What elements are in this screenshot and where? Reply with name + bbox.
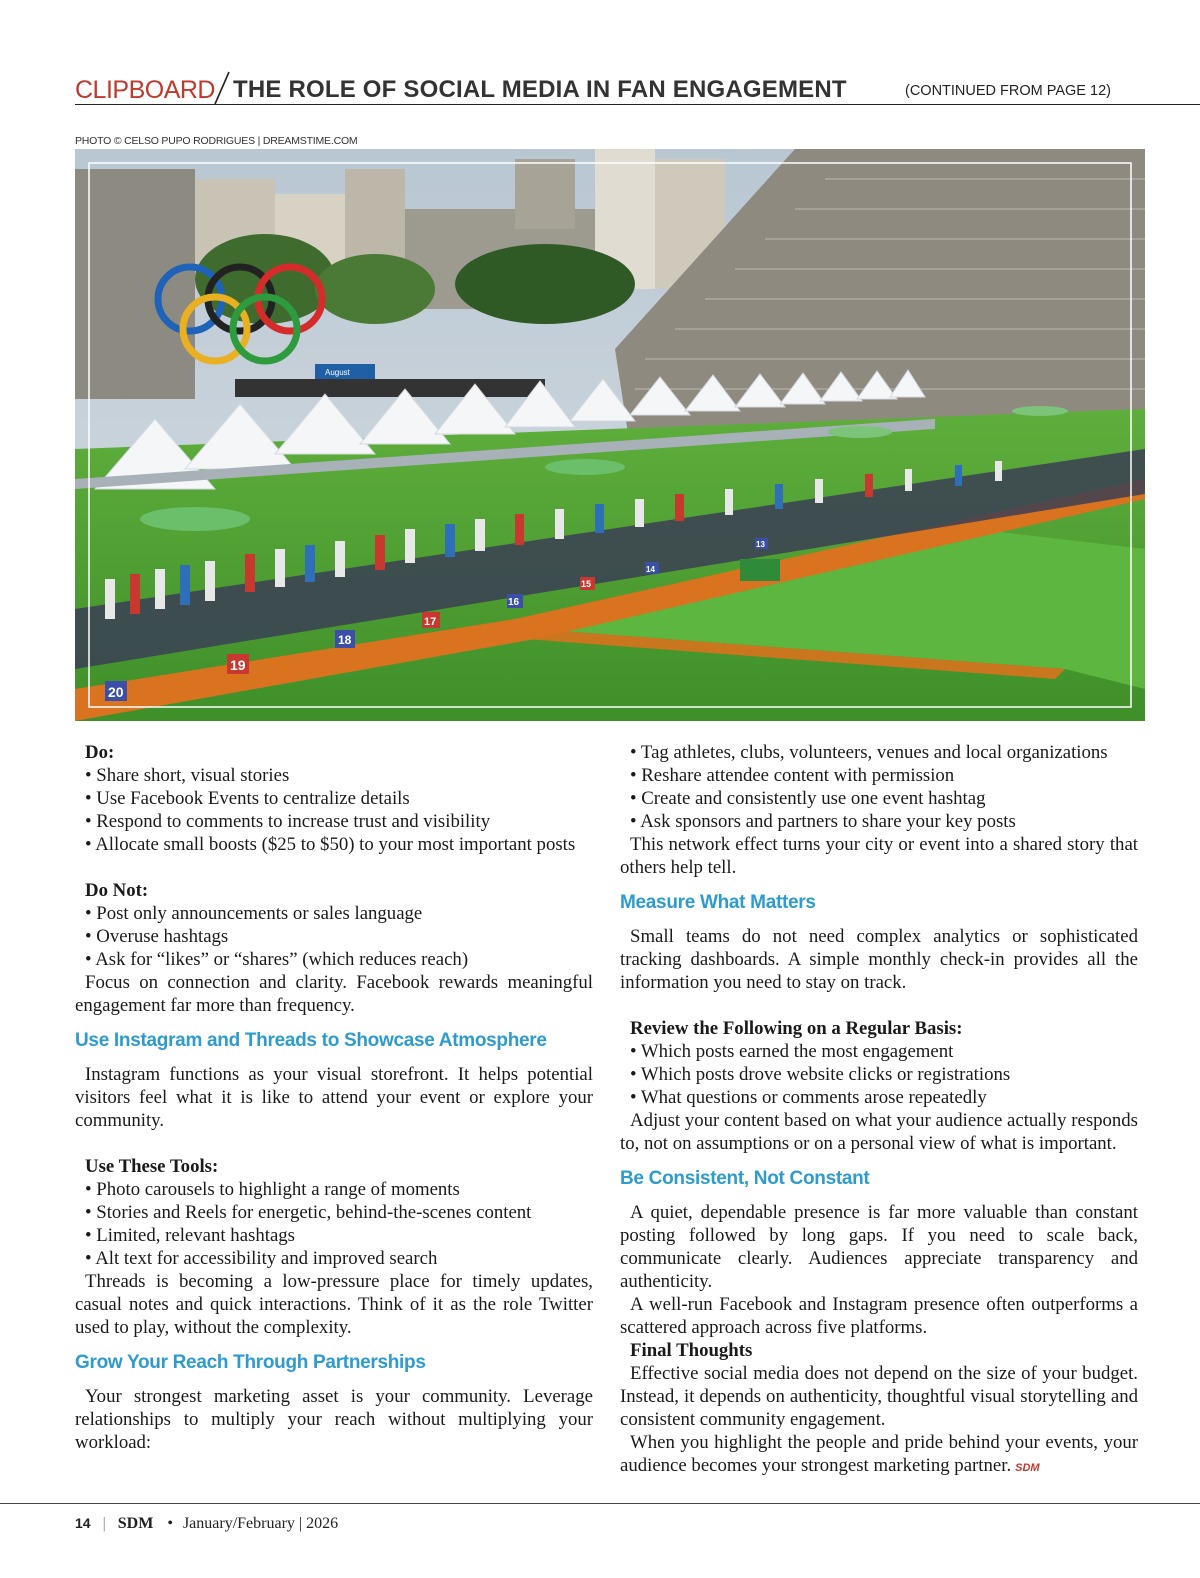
list-item: • Ask sponsors and partners to share your key posts: [630, 811, 1016, 832]
list-item: • Which posts drove website clicks or registrations: [630, 1064, 1011, 1085]
paragraph: A well-run Facebook and Instagram presence often outperforms a scattered approach across five platforms.: [620, 1294, 1138, 1338]
list-item: • Allocate small boosts ($25 to $50) to your most important posts: [85, 834, 576, 855]
list-item: • Which posts earned the most engagement: [630, 1041, 954, 1062]
do-heading: Do:: [85, 742, 115, 763]
list-item: • Photo carousels to highlight a range of moments: [85, 1179, 460, 1200]
tools-heading: Use These Tools:: [85, 1156, 219, 1177]
target-number: 15: [581, 579, 592, 589]
footer-bullet: •: [167, 1515, 173, 1532]
list-item: • Post only announcements or sales language: [85, 903, 423, 924]
list-item: • Create and consistently use one event hashtag: [630, 788, 986, 809]
photo-credit: PHOTO © CELSO PUPO RODRIGUES | DREAMSTIME.COM: [75, 135, 358, 147]
paragraph: Small teams do not need complex analytics or sophisticated tracking dashboards. A simple monthly check-in provides all the information you need to stay on track.: [620, 926, 1138, 993]
target-number: 14: [646, 565, 655, 574]
footer-rule: [0, 1503, 1200, 1504]
banner-text: August: [325, 368, 350, 377]
paragraph: Threads is becoming a low-pressure place for timely updates, casual notes and quick interactions. Think of it as the role Twitter used to play, without the complexity.: [75, 1271, 593, 1338]
final-thoughts-heading: Final Thoughts: [630, 1340, 753, 1361]
page-number: 14: [75, 1515, 91, 1531]
section-heading: Be Consistent, Not Constant: [620, 1168, 870, 1189]
target-number: 16: [508, 597, 520, 608]
paragraph: This network effect turns your city or event into a shared story that others help tell.: [620, 834, 1138, 878]
section-heading: Use Instagram and Threads to Showcase Atmosphere: [75, 1030, 547, 1051]
archery-venue-photo: [75, 149, 1145, 721]
target-number: 20: [108, 684, 124, 700]
right-column: [620, 741, 1138, 1480]
magazine-name: SDM: [117, 1515, 154, 1532]
list-item: • Ask for “likes” or “shares” (which reduces reach): [85, 949, 469, 970]
footer-divider: |: [102, 1515, 106, 1532]
target-number: 18: [338, 633, 352, 647]
end-mark: SDM: [1015, 1462, 1040, 1474]
list-item: • Alt text for accessibility and improved search: [85, 1248, 438, 1269]
list-item: • Share short, visual stories: [85, 765, 290, 786]
paragraph: Focus on connection and clarity. Facebook rewards meaningful engagement far more than frequency.: [75, 972, 593, 1016]
list-item: • Reshare attendee content with permission: [630, 765, 955, 786]
target-number: 17: [424, 616, 437, 628]
left-column: [75, 741, 593, 1454]
page-header: [75, 74, 1200, 105]
target-number: 19: [230, 657, 246, 673]
review-heading: Review the Following on a Regular Basis:: [630, 1018, 963, 1039]
section-heading: Grow Your Reach Through Partnerships: [75, 1352, 426, 1373]
slash-divider-icon: [209, 70, 235, 106]
paragraph: Effective social media does not depend on the size of your budget. Instead, it depends on authenticity, thoughtful visual storytelling and consistent community engagement.: [620, 1363, 1138, 1430]
list-item: • Overuse hashtags: [85, 926, 229, 947]
paragraph-text: When you highlight the people and pride behind your events, your audience becomes your strongest marketing partner.: [620, 1432, 1138, 1476]
list-item: • What questions or comments arose repeatedly: [630, 1087, 987, 1108]
do-not-heading: Do Not:: [85, 880, 149, 901]
list-item: • Limited, relevant hashtags: [85, 1225, 295, 1246]
paragraph: A quiet, dependable presence is far more valuable than constant posting followed by long gaps. If you need to scale back, communicate clearly. Audiences appreciate transparency and authenticity.: [620, 1202, 1138, 1292]
list-item: • Use Facebook Events to centralize details: [85, 788, 410, 809]
section-label: CLIPBOARD: [75, 76, 215, 104]
continued-note: (CONTINUED FROM PAGE 12): [905, 83, 1111, 99]
closing-paragraph: [620, 1431, 1138, 1480]
list-item: • Tag athletes, clubs, volunteers, venues and local organizations: [630, 742, 1108, 763]
section-heading: Measure What Matters: [620, 892, 816, 913]
paragraph: Your strongest marketing asset is your community. Leverage relationships to multiply your reach without multiplying your workload:: [75, 1386, 593, 1453]
list-item: • Respond to comments to increase trust and visibility: [85, 811, 491, 832]
issue-date: January/February | 2026: [182, 1515, 339, 1532]
list-item: • Stories and Reels for energetic, behind-the-scenes content: [85, 1202, 532, 1223]
target-number: 13: [756, 540, 765, 549]
paragraph: Adjust your content based on what your audience actually responds to, not on assumptions or on a personal view of what is important.: [620, 1110, 1138, 1154]
paragraph: Instagram functions as your visual storefront. It helps potential visitors feel what it is like to attend your event or explore your community.: [75, 1064, 593, 1131]
page-footer: [75, 1515, 338, 1533]
article-title: THE ROLE OF SOCIAL MEDIA IN FAN ENGAGEMENT: [233, 76, 847, 103]
